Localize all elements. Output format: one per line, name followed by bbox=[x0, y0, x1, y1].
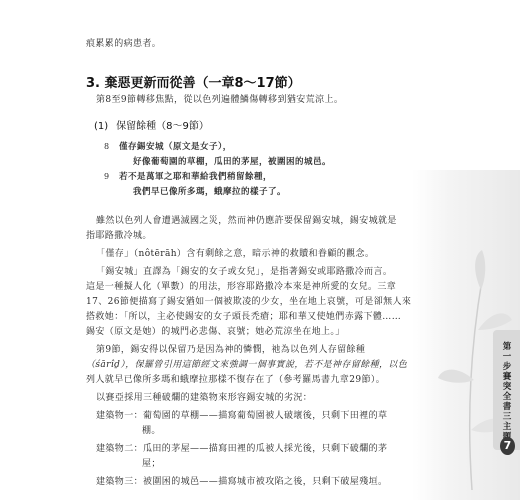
subsection-title: 保留餘種（8～9節） bbox=[116, 121, 209, 132]
list-item-continuation: 屋； bbox=[142, 459, 161, 469]
verse-number: 9 bbox=[104, 172, 110, 181]
body-line: 以賽亞採用三種破爛的建築物來形容錫安城的劣況： bbox=[96, 393, 313, 403]
body-line: 錫安（原文是她）的城門必悲傷、哀號；她必荒涼坐在地上。」 bbox=[86, 327, 345, 337]
list-item: 建築物三：被圍困的城邑——描寫城市被攻陷之後，只剩下破屋殘垣。 bbox=[96, 477, 388, 487]
chapter-tab-label: 第一步 賽突全書三主 bbox=[502, 342, 512, 432]
body-line: 雖然以色列人會遭遇滅國之災，然而神仍應許要保留錫安城，錫安城就是 bbox=[96, 216, 397, 226]
subsection-heading bbox=[94, 117, 209, 132]
list-item: 建築物一：葡萄園的草棚——描寫葡萄園被人破壞後，只剩下田裡的草 bbox=[96, 411, 388, 421]
body-line: 「僅存」（nôtērāh）含有剩餘之意，暗示神的救贖和眷顧的觀念。 bbox=[96, 249, 375, 259]
body-line: 痕累累的病患者。 bbox=[86, 39, 162, 49]
page-number: 7 bbox=[500, 437, 515, 455]
verse-line: 僅存錫安城（原文是女子）， bbox=[119, 142, 232, 152]
body-line: 列人就早已像所多瑪和蛾摩拉那樣不復存在了（參考羅馬書九章29節）。 bbox=[86, 375, 386, 385]
verse-line: 我們早已像所多瑪，蛾摩拉的樣子了。 bbox=[133, 187, 287, 197]
body-line: 「錫安城」直譯為「錫安的女子或女兒」，是指著錫安或耶路撒冷而言。 bbox=[96, 267, 393, 277]
body-line: 第9節，錫安得以保留乃是因為神的憐憫，祂為以色列人存留餘種 bbox=[96, 345, 366, 355]
body-line: （śārîḏ），保羅曾引用這節經文來強調一個事實說，若不是神存留餘種，以色 bbox=[86, 360, 408, 370]
subsection-number: (1) bbox=[94, 121, 109, 132]
body-line: 這是一種擬人化（單數）的用法，形容耶路撒冷本來是神所愛的女兒。三章 bbox=[86, 282, 397, 292]
body-line: 指耶路撒冷城。 bbox=[86, 231, 152, 241]
body-line: 搭救她：「所以，主必使錫安的女子頭長禿瘡；耶和華又使她們赤露下體…… bbox=[86, 312, 402, 322]
verse-line: 好像葡萄園的草棚，瓜田的茅屋，被圍困的城邑。 bbox=[133, 157, 332, 167]
section-heading: 3. 棄惡更新而從善（一章8～17節） bbox=[86, 76, 301, 91]
verse-number: 8 bbox=[104, 142, 110, 151]
list-item: 建築物二：瓜田的茅屋——描寫田裡的瓜被人採光後，只剩下破爛的茅 bbox=[96, 444, 388, 454]
body-line: 第8至9節轉移焦點，從以色列遍體鱗傷轉移到猶安荒涼上。 bbox=[96, 95, 344, 105]
body-line: 17、26節便描寫了錫安猶如一個被欺凌的少女，坐在地上哀號，可是卻無人來 bbox=[86, 297, 412, 307]
list-item-continuation: 棚。 bbox=[142, 426, 161, 436]
verse-line: 若不是萬軍之耶和華給我們稍留餘種， bbox=[119, 172, 273, 182]
